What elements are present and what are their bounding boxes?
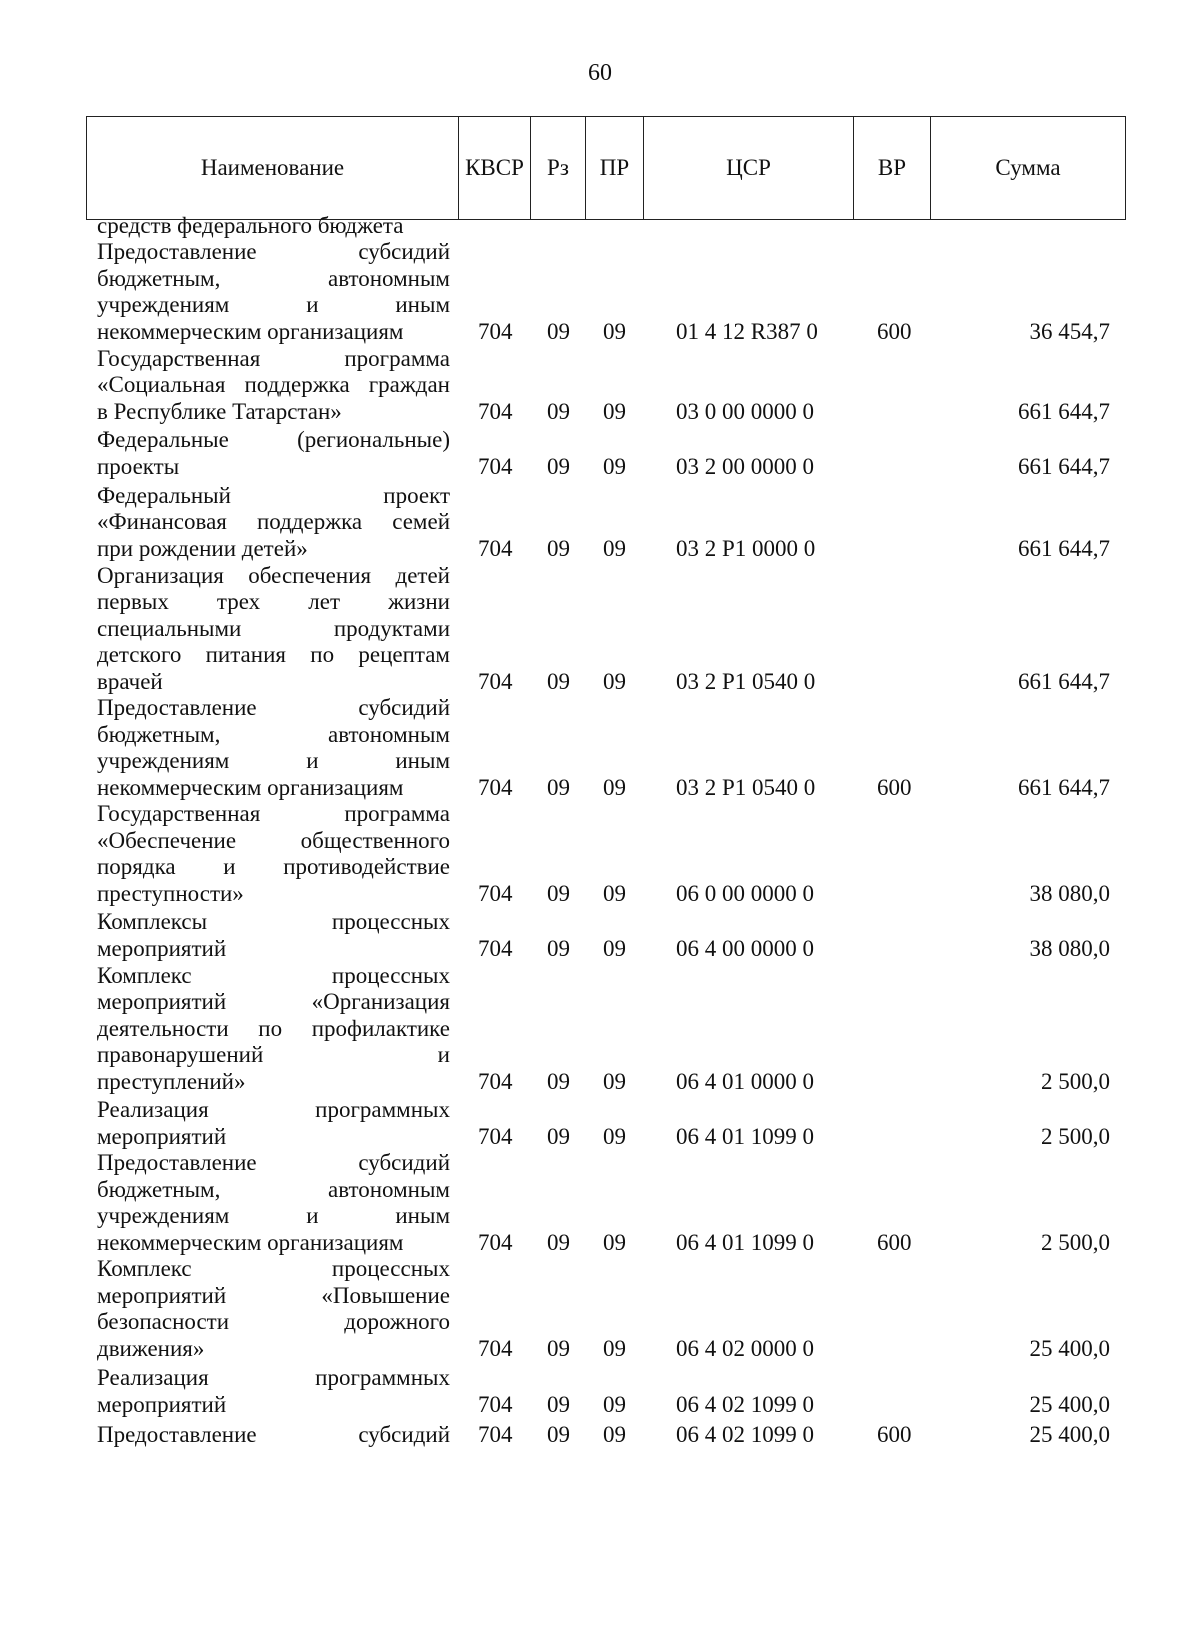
row-sum: 36 454,7 [1029, 318, 1110, 344]
row-pr: 09 [603, 774, 626, 800]
row-csr: 06 4 01 1099 0 [676, 1123, 814, 1149]
row-name [97, 909, 450, 962]
row-name-line: бюджетным, автономным [97, 1176, 450, 1202]
row-csr: 06 4 02 1099 0 [676, 1421, 814, 1447]
row-name-line: некоммерческим организациям [97, 1229, 404, 1255]
row-vr: 600 [877, 1421, 912, 1447]
row-name [97, 1422, 450, 1449]
row-name-line: «Обеспечение общественного [97, 827, 450, 853]
header-sum: Сумма [995, 155, 1061, 180]
row-kvsr: 704 [478, 318, 513, 344]
row-kvsr: 704 [478, 774, 513, 800]
table-row [0, 801, 1200, 908]
table-row [0, 909, 1200, 963]
row-name-line: мероприятий «Организация [97, 989, 450, 1014]
row-rz: 09 [547, 453, 570, 479]
row-rz: 09 [547, 774, 570, 800]
row-rz: 09 [547, 398, 570, 424]
row-name-line: безопасности дорожного [97, 1309, 450, 1334]
row-name [97, 963, 450, 1096]
row-name-line: специальными продуктами [97, 615, 450, 641]
table-row [0, 1150, 1200, 1257]
table-row [0, 239, 1200, 346]
row-name-line: «Финансовая поддержка семей [97, 509, 450, 534]
row-sum: 38 080,0 [1029, 935, 1110, 961]
row-name-line: проекты [97, 453, 180, 479]
row-name-line: Комплексы процессных [97, 909, 450, 934]
row-kvsr: 704 [478, 398, 513, 424]
table-row [0, 1097, 1200, 1151]
row-name [97, 427, 450, 480]
row-pr: 09 [603, 1421, 626, 1447]
header-rz: Рз [531, 117, 586, 219]
row-kvsr: 704 [478, 535, 513, 561]
row-rz: 09 [547, 880, 570, 906]
table-row [0, 1422, 1200, 1449]
row-rz: 09 [547, 1229, 570, 1255]
row-pr: 09 [603, 318, 626, 344]
row-csr: 06 0 00 0000 0 [676, 880, 814, 906]
row-name [97, 483, 450, 563]
row-kvsr: 704 [478, 1123, 513, 1149]
row-sum: 661 644,7 [1018, 774, 1110, 800]
row-name-line: бюджетным, автономным [97, 265, 450, 291]
row-name [97, 213, 450, 240]
header-kvsr: КВСР [459, 117, 531, 219]
row-csr: 06 4 00 0000 0 [676, 935, 814, 961]
row-name-line: при рождении детей» [97, 535, 308, 561]
table-row [0, 345, 1200, 426]
row-name-line: первых трех лет жизни [97, 589, 450, 614]
table-row [0, 1256, 1200, 1363]
row-name-line: учреждениям и иным [97, 1203, 450, 1228]
row-name-line: мероприятий [97, 1123, 227, 1149]
row-name-line: бюджетным, автономным [97, 721, 450, 747]
row-name-line: учреждениям и иным [97, 748, 450, 773]
row-name-line: Предоставление субсидий [97, 239, 450, 264]
row-csr: 03 2 Р1 0540 0 [676, 774, 816, 800]
row-name-line: Государственная программа [97, 345, 450, 371]
row-name [97, 695, 450, 801]
row-name-line: Федеральный проект [97, 482, 450, 508]
row-pr: 09 [603, 1335, 626, 1361]
row-sum: 2 500,0 [1041, 1068, 1110, 1094]
row-vr: 600 [877, 318, 912, 344]
row-pr: 09 [603, 1391, 626, 1417]
row-name-line: некоммерческим организациям [97, 318, 404, 344]
row-pr: 09 [603, 398, 626, 424]
row-name-line: мероприятий [97, 1391, 227, 1417]
row-csr: 01 4 12 R387 0 [676, 318, 818, 344]
row-name-line: Федеральные (региональные) [97, 427, 450, 452]
row-pr: 09 [603, 1229, 626, 1255]
row-rz: 09 [547, 1068, 570, 1094]
row-kvsr: 704 [478, 1335, 513, 1361]
row-kvsr: 704 [478, 1421, 513, 1447]
row-name-line: «Социальная поддержка граждан [97, 372, 450, 397]
table-row [0, 213, 1200, 240]
row-name-line: движения» [97, 1335, 205, 1361]
row-kvsr: 704 [478, 1391, 513, 1417]
row-csr: 06 4 02 1099 0 [676, 1391, 814, 1417]
row-sum: 38 080,0 [1029, 880, 1110, 906]
row-pr: 09 [603, 935, 626, 961]
row-pr: 09 [603, 880, 626, 906]
row-rz: 09 [547, 1123, 570, 1149]
table-row [0, 562, 1200, 696]
row-name-line: средств федерального бюджета [97, 212, 404, 238]
row-rz: 09 [547, 935, 570, 961]
row-name-line: Предоставление субсидий [97, 1421, 450, 1447]
row-name-line: Организация обеспечения детей [97, 562, 450, 588]
row-sum: 25 400,0 [1029, 1335, 1110, 1361]
row-name-line: Комплекс процессных [97, 1256, 450, 1281]
row-vr: 600 [877, 1229, 912, 1255]
row-name-line: в Республике Татарстан» [97, 398, 342, 424]
row-csr: 06 4 01 1099 0 [676, 1229, 814, 1255]
row-rz: 09 [547, 318, 570, 344]
row-name-line: учреждениям и иным [97, 292, 450, 317]
row-name-line: мероприятий «Повышение [97, 1282, 450, 1308]
row-name-line: Предоставление субсидий [97, 1150, 450, 1175]
header-vr: ВР [854, 117, 931, 219]
row-name [97, 1365, 450, 1418]
row-csr: 03 0 00 0000 0 [676, 398, 814, 424]
row-name [97, 1097, 450, 1150]
row-csr: 06 4 01 0000 0 [676, 1068, 814, 1094]
table-header [86, 116, 1126, 220]
row-csr: 03 2 00 0000 0 [676, 453, 814, 479]
table-row [0, 482, 1200, 563]
row-rz: 09 [547, 668, 570, 694]
header-csr: ЦСР [644, 117, 854, 219]
row-kvsr: 704 [478, 453, 513, 479]
row-pr: 09 [603, 1123, 626, 1149]
row-name-line: Предоставление субсидий [97, 695, 450, 720]
row-rz: 09 [547, 1391, 570, 1417]
row-name-line: Комплекс процессных [97, 962, 450, 988]
row-csr: 03 2 Р1 0000 0 [676, 535, 816, 561]
table-row [0, 695, 1200, 802]
row-csr: 03 2 Р1 0540 0 [676, 668, 816, 694]
row-name-line: деятельности по профилактике [97, 1015, 450, 1041]
row-kvsr: 704 [478, 880, 513, 906]
row-name-line: некоммерческим организациям [97, 774, 404, 800]
row-name-line: мероприятий [97, 935, 227, 961]
row-pr: 09 [603, 1068, 626, 1094]
row-pr: 09 [603, 453, 626, 479]
row-name-line: врачей [97, 668, 163, 694]
row-name [97, 1150, 450, 1256]
row-sum: 661 644,7 [1018, 398, 1110, 424]
row-name [97, 563, 450, 696]
row-name [97, 801, 450, 907]
row-pr: 09 [603, 535, 626, 561]
row-pr: 09 [603, 668, 626, 694]
table-row [0, 427, 1200, 481]
header-pr: ПР [586, 117, 644, 219]
row-name-line: Государственная программа [97, 801, 450, 826]
row-sum: 661 644,7 [1018, 668, 1110, 694]
header-name: Наименование [87, 117, 459, 219]
row-sum: 25 400,0 [1029, 1391, 1110, 1417]
table-row [0, 962, 1200, 1096]
row-sum: 661 644,7 [1018, 453, 1110, 479]
page-number: 60 [588, 60, 612, 86]
row-name-line: Реализация программных [97, 1097, 450, 1122]
row-rz: 09 [547, 1421, 570, 1447]
row-name-line: Реализация программных [97, 1365, 450, 1390]
row-sum: 25 400,0 [1029, 1421, 1110, 1447]
row-vr: 600 [877, 774, 912, 800]
row-name [97, 346, 450, 426]
row-name-line: порядка и противодействие [97, 854, 450, 879]
row-rz: 09 [547, 535, 570, 561]
row-sum: 661 644,7 [1018, 535, 1110, 561]
row-sum: 2 500,0 [1041, 1123, 1110, 1149]
row-name [97, 239, 450, 345]
row-name-line: детского питания по рецептам [97, 642, 450, 667]
row-name-line: преступлений» [97, 1068, 246, 1094]
row-sum: 2 500,0 [1041, 1229, 1110, 1255]
row-kvsr: 704 [478, 1068, 513, 1094]
row-rz: 09 [547, 1335, 570, 1361]
row-kvsr: 704 [478, 1229, 513, 1255]
row-kvsr: 704 [478, 935, 513, 961]
row-csr: 06 4 02 0000 0 [676, 1335, 814, 1361]
table-row [0, 1365, 1200, 1419]
row-name-line: преступности» [97, 880, 244, 906]
row-kvsr: 704 [478, 668, 513, 694]
row-name [97, 1256, 450, 1362]
row-name-line: правонарушений и [97, 1042, 450, 1067]
